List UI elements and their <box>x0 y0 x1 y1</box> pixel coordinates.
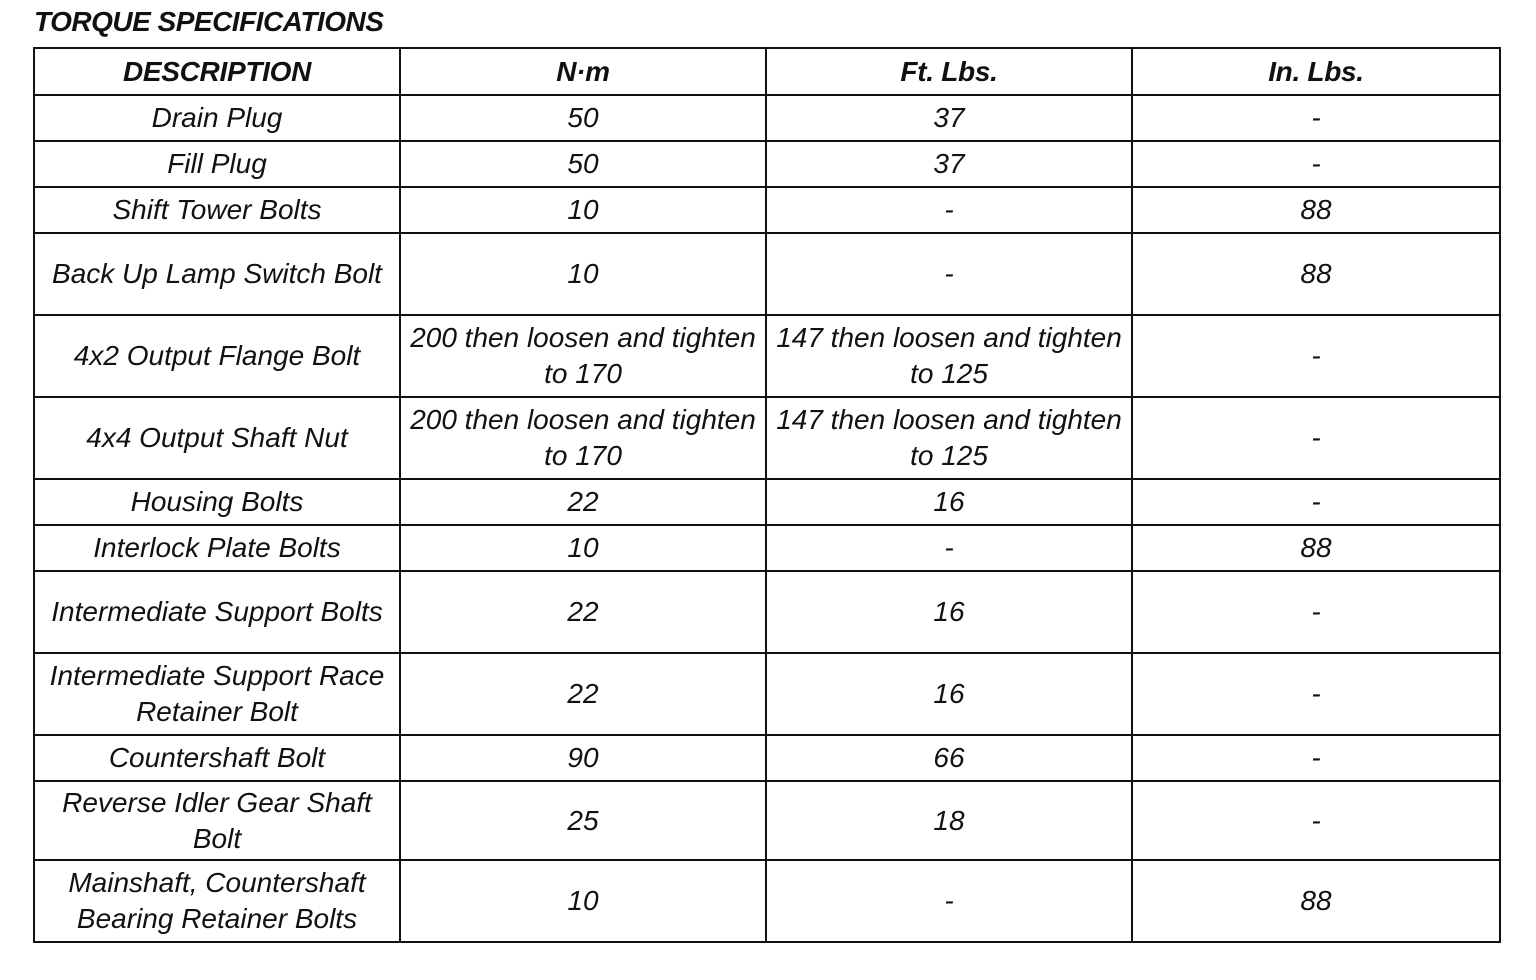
cell-inch-pounds: - <box>1132 781 1500 860</box>
header-newton-meters: N·m <box>400 48 766 95</box>
cell-newton-meters: 22 <box>400 479 766 525</box>
cell-foot-pounds: - <box>766 860 1132 942</box>
table-row <box>34 860 1500 942</box>
cell-description: Intermediate Support Race Retainer Bolt <box>34 653 400 735</box>
cell-inch-pounds: - <box>1132 95 1500 141</box>
table-row <box>34 233 1500 315</box>
table-row <box>34 735 1500 781</box>
cell-inch-pounds: - <box>1132 479 1500 525</box>
cell-newton-meters: 10 <box>400 187 766 233</box>
cell-description: Intermediate Support Bolts <box>34 571 400 653</box>
table-row <box>34 571 1500 653</box>
table-row <box>34 525 1500 571</box>
cell-description: 4x2 Output Flange Bolt <box>34 315 400 397</box>
cell-newton-meters: 10 <box>400 525 766 571</box>
cell-inch-pounds: - <box>1132 141 1500 187</box>
table-header-row <box>34 48 1500 95</box>
table-row <box>34 653 1500 735</box>
table-row <box>34 315 1500 397</box>
cell-inch-pounds: 88 <box>1132 187 1500 233</box>
cell-foot-pounds: 147 then loosen and tighten to 125 <box>766 397 1132 479</box>
cell-inch-pounds: 88 <box>1132 525 1500 571</box>
header-foot-pounds: Ft. Lbs. <box>766 48 1132 95</box>
cell-foot-pounds: - <box>766 525 1132 571</box>
cell-foot-pounds: - <box>766 233 1132 315</box>
cell-newton-meters: 10 <box>400 233 766 315</box>
table-row <box>34 397 1500 479</box>
cell-foot-pounds: 16 <box>766 653 1132 735</box>
cell-newton-meters: 200 then loosen and tighten to 170 <box>400 315 766 397</box>
table-row <box>34 141 1500 187</box>
cell-newton-meters: 90 <box>400 735 766 781</box>
cell-inch-pounds: 88 <box>1132 233 1500 315</box>
cell-newton-meters: 50 <box>400 95 766 141</box>
cell-newton-meters: 200 then loosen and tighten to 170 <box>400 397 766 479</box>
cell-inch-pounds: - <box>1132 397 1500 479</box>
cell-description: Housing Bolts <box>34 479 400 525</box>
header-description: DESCRIPTION <box>34 48 400 95</box>
cell-description: Reverse Idler Gear Shaft Bolt <box>34 781 400 860</box>
cell-foot-pounds: - <box>766 187 1132 233</box>
cell-description: Drain Plug <box>34 95 400 141</box>
cell-inch-pounds: - <box>1132 315 1500 397</box>
cell-newton-meters: 25 <box>400 781 766 860</box>
cell-inch-pounds: - <box>1132 735 1500 781</box>
cell-description: Countershaft Bolt <box>34 735 400 781</box>
cell-foot-pounds: 18 <box>766 781 1132 860</box>
cell-foot-pounds: 16 <box>766 571 1132 653</box>
cell-description: Shift Tower Bolts <box>34 187 400 233</box>
cell-description: Interlock Plate Bolts <box>34 525 400 571</box>
cell-foot-pounds: 147 then loosen and tighten to 125 <box>766 315 1132 397</box>
header-inch-pounds: In. Lbs. <box>1132 48 1500 95</box>
cell-foot-pounds: 37 <box>766 141 1132 187</box>
cell-newton-meters: 10 <box>400 860 766 942</box>
cell-foot-pounds: 16 <box>766 479 1132 525</box>
cell-inch-pounds: - <box>1132 571 1500 653</box>
table-row <box>34 479 1500 525</box>
cell-description: Mainshaft, Countershaft Bearing Retainer Bolts <box>34 860 400 942</box>
cell-inch-pounds: - <box>1132 653 1500 735</box>
cell-description: Fill Plug <box>34 141 400 187</box>
table-row <box>34 95 1500 141</box>
cell-inch-pounds: 88 <box>1132 860 1500 942</box>
torque-spec-table <box>33 47 1501 943</box>
cell-foot-pounds: 66 <box>766 735 1132 781</box>
cell-description: 4x4 Output Shaft Nut <box>34 397 400 479</box>
cell-foot-pounds: 37 <box>766 95 1132 141</box>
page-title: TORQUE SPECIFICATIONS <box>34 6 384 37</box>
table-row <box>34 187 1500 233</box>
cell-description: Back Up Lamp Switch Bolt <box>34 233 400 315</box>
table-row <box>34 781 1500 860</box>
cell-newton-meters: 22 <box>400 653 766 735</box>
cell-newton-meters: 50 <box>400 141 766 187</box>
cell-newton-meters: 22 <box>400 571 766 653</box>
